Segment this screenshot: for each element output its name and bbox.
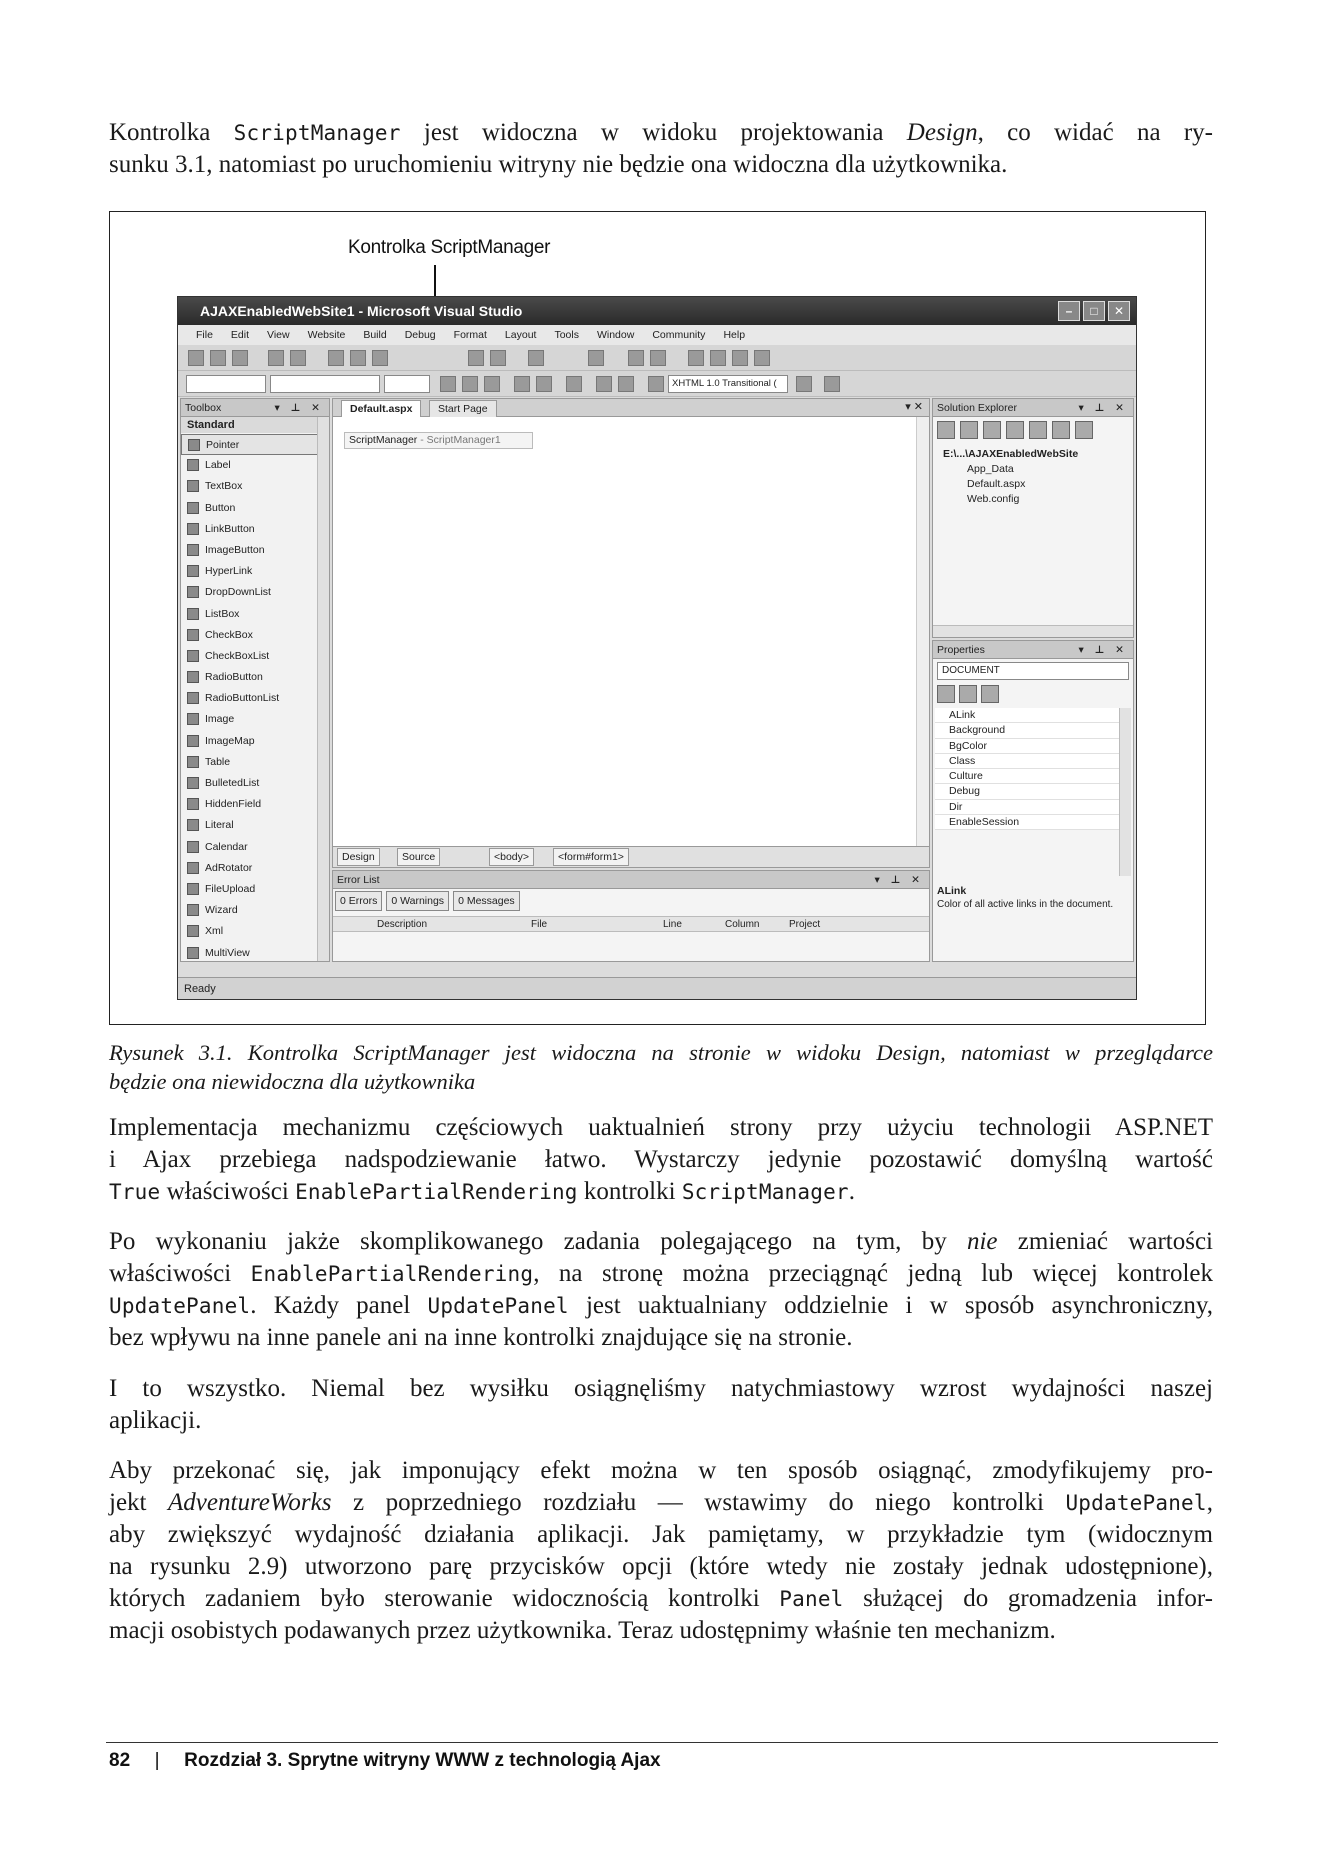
design-view-button: Design <box>337 848 380 866</box>
underline-icon <box>484 376 500 392</box>
save-icon <box>268 350 284 366</box>
error-list-header <box>333 871 929 889</box>
tab-default-aspx: Default.aspx <box>341 400 421 417</box>
error-list-filters <box>335 891 520 911</box>
p2-line-1: Po wykonaniu jakże skomplikowanego zadania polegającego na tym, by nie zmieniać wartości <box>109 1228 1213 1255</box>
editor-scrollbar <box>916 417 929 847</box>
properties-icon <box>650 350 666 366</box>
solution-explorer-panel <box>932 398 1134 638</box>
copy-website-icon <box>1052 421 1070 439</box>
menu-format: Format <box>453 329 487 341</box>
multiview-icon <box>187 947 199 959</box>
solution-explorer-pin-icon: ▾ ⊥ ✕ <box>1078 402 1128 414</box>
col-file: File <box>531 919 548 930</box>
open-icon <box>210 350 226 366</box>
table-icon <box>187 756 199 768</box>
toolbox-item: MultiView <box>181 943 329 963</box>
property-row: Background <box>935 723 1119 738</box>
error-list-columns <box>333 916 929 932</box>
col-line: Line <box>663 919 682 930</box>
p3-line-2: aplikacji. <box>109 1407 202 1434</box>
toolbox-item: RadioButtonList <box>181 688 329 709</box>
toolbox-item: FileUpload <box>181 879 329 900</box>
minimize-icon: – <box>1058 301 1080 321</box>
pointer-icon <box>188 439 200 451</box>
size-combo <box>384 375 430 393</box>
save-all-icon <box>290 350 306 366</box>
font-color-icon <box>514 376 530 392</box>
listbox-icon <box>187 608 199 620</box>
tag-body: <body> <box>489 848 534 866</box>
vs-menu-bar <box>178 325 1136 345</box>
start-debug-icon <box>528 350 544 366</box>
menu-edit: Edit <box>230 329 250 341</box>
start-page-icon <box>732 350 748 366</box>
toolbox-item: Button <box>181 498 329 519</box>
caption-line-2: będzie ona niewidoczna dla użytkownika <box>109 1069 476 1094</box>
p1-line-3: True właściwości EnablePartialRendering kontrolki ScriptManager. <box>109 1178 856 1205</box>
property-description-title: ALink <box>937 885 967 897</box>
p3-line-1: I to wszystko. Niemal bez wysiłku osiągnęliśmy natychmiastowy wzrost wydajności naszej <box>109 1375 1213 1402</box>
page-number: 82 <box>109 1750 131 1771</box>
tree-item: App_Data <box>967 463 1014 475</box>
solution-explorer-title: Solution Explorer <box>937 402 1017 414</box>
fileupload-icon <box>187 883 199 895</box>
design-editor <box>332 398 930 868</box>
menu-build: Build <box>363 329 387 341</box>
toolbox-item: CheckBox <box>181 625 329 646</box>
p2-line-2: właściwości EnablePartialRendering, na stronę można przeciągnąć jedną lub więcej kontrolek <box>109 1260 1213 1287</box>
solution-explorer-scrollbar <box>933 625 1133 637</box>
caption-line-1: Rysunek 3.1. Kontrolka ScriptManager jest widoczna na stronie w widoku Design, natomiast w przeglądarce <box>109 1040 1213 1065</box>
image-icon <box>187 713 199 725</box>
solution-explorer-icon <box>628 350 644 366</box>
paragraph-4 <box>109 1455 1213 1647</box>
hyperlink-icon <box>648 376 664 392</box>
paragraph-1 <box>109 1112 1213 1208</box>
properties-scrollbar <box>1119 708 1131 876</box>
toolbox-item: Label <box>181 455 329 476</box>
p1-line-2: i Ajax przebiega nadspodziewanie łatwo. Wystarczy jedynie pozostawić domyślną wartość <box>109 1146 1213 1173</box>
object-selector: DOCUMENT <box>937 662 1129 680</box>
vs-title-text: AJAXEnabledWebSite1 - Microsoft Visual Studio <box>200 303 523 319</box>
property-row: EnableSession <box>935 815 1119 830</box>
xml-icon <box>187 925 199 937</box>
property-row: Debug <box>935 784 1119 799</box>
literal-icon <box>187 819 199 831</box>
p4-line-6: macji osobistych podawanych przez użytkownika. Teraz udostępnimy właśnie ten mechanizm. <box>109 1617 1056 1644</box>
command-window-icon <box>754 350 770 366</box>
hiddenfield-icon <box>187 798 199 810</box>
property-pages-icon <box>981 685 999 703</box>
toolbox-title: Toolbox <box>185 402 222 414</box>
callout-label: Kontrolka ScriptManager <box>348 237 551 258</box>
toolbox-item: AdRotator <box>181 858 329 879</box>
warnings-filter: 0 Warnings <box>386 891 449 911</box>
imagemap-icon <box>187 735 199 747</box>
toolbox-item: ImageButton <box>181 540 329 561</box>
property-row: ALink <box>935 708 1119 723</box>
toolbox-header <box>181 399 329 417</box>
toolbox-item: HyperLink <box>181 561 329 582</box>
redo-icon <box>490 350 506 366</box>
menu-debug: Debug <box>404 329 436 341</box>
radiobutton-icon <box>187 671 199 683</box>
toolbox-scrollbar <box>317 417 329 962</box>
property-row: Dir <box>935 800 1119 815</box>
toolbox-items <box>181 434 329 962</box>
menu-file: File <box>196 329 213 341</box>
editor-tabs <box>333 399 929 417</box>
messages-filter: 0 Messages <box>453 891 520 911</box>
configuration-icon <box>1075 421 1093 439</box>
page-footer <box>109 1747 661 1775</box>
alphabetical-icon <box>959 685 977 703</box>
paragraph-2 <box>109 1226 1213 1354</box>
window-controls <box>1058 301 1130 321</box>
vs-title-bar <box>178 297 1136 325</box>
imagebutton-icon <box>187 544 199 556</box>
toolbox-item: Table <box>181 752 329 773</box>
error-list-panel <box>332 870 930 962</box>
numbered-list-icon <box>596 376 612 392</box>
toolbox-pin-icon: ▾ ⊥ ✕ <box>274 402 324 414</box>
vs-toolbar-standard <box>178 345 1136 371</box>
toolbox-item: RadioButton <box>181 667 329 688</box>
close-icon: ✕ <box>1108 301 1130 321</box>
properties-toolbar <box>937 685 999 703</box>
bulletedlist-icon <box>187 777 199 789</box>
chapter-title: Rozdział 3. Sprytne witryny WWW z technologią Ajax <box>184 1750 661 1771</box>
tag-form: <form#form1> <box>553 848 629 866</box>
label-icon <box>187 459 199 471</box>
dropdownlist-icon <box>187 586 199 598</box>
highlight-icon <box>536 376 552 392</box>
property-grid <box>935 708 1119 830</box>
view-designer-icon <box>1029 421 1047 439</box>
property-description-text: Color of all active links in the document. <box>937 899 1114 910</box>
property-description <box>937 885 1129 911</box>
p2-line-3: UpdatePanel. Każdy panel UpdatePanel jest uaktualniany oddzielnie i w sposób asynchroniczny, <box>109 1292 1213 1319</box>
toolbox-item: Xml <box>181 921 329 942</box>
font-combo <box>270 375 380 393</box>
toolbox-item: TextBox <box>181 476 329 497</box>
wizard-icon <box>187 904 199 916</box>
hyperlink-icon <box>187 565 199 577</box>
toolbox-item: DropDownList <box>181 582 329 603</box>
calendar-icon <box>187 841 199 853</box>
toolbox-item: CheckBoxList <box>181 646 329 667</box>
vs-status-bar: Ready <box>178 977 1136 999</box>
new-project-icon <box>188 350 204 366</box>
checkbox-icon <box>187 629 199 641</box>
bulleted-list-icon <box>618 376 634 392</box>
menu-view: View <box>267 329 290 341</box>
tab-start-page: Start Page <box>429 400 497 417</box>
intro-line-2: sunku 3.1, natomiast po uruchomieniu witryny nie będzie ona widoczna dla użytkownika. <box>109 151 1008 178</box>
tab-close-icon: ▾ ✕ <box>905 401 923 413</box>
copy-icon <box>350 350 366 366</box>
toolbox-item: Calendar <box>181 837 329 858</box>
linkbutton-icon <box>187 523 199 535</box>
adrotator-icon <box>187 862 199 874</box>
properties-pin-icon: ▾ ⊥ ✕ <box>1078 644 1128 656</box>
errors-filter: 0 Errors <box>335 891 382 911</box>
p4-line-2: jekt AdventureWorks z poprzedniego rozdziału — wstawimy do niego kontrolki UpdatePanel, <box>109 1489 1213 1516</box>
menu-help: Help <box>723 329 746 341</box>
schema-combo: XHTML 1.0 Transitional ( <box>668 375 788 393</box>
categorized-icon <box>937 685 955 703</box>
intro-paragraph <box>109 117 1213 181</box>
property-row: Culture <box>935 769 1119 784</box>
toolbox-panel <box>180 398 330 962</box>
toolbox-item: Image <box>181 709 329 730</box>
p4-line-1: Aby przekonać się, jak imponujący efekt można w ten sposób osiągnąć, zmodyfikujemy pro- <box>109 1457 1213 1484</box>
checkboxlist-icon <box>187 650 199 662</box>
col-project: Project <box>789 919 821 930</box>
add-item-icon <box>232 350 248 366</box>
style-combo <box>186 375 266 393</box>
visual-studio-screenshot <box>177 296 1137 1000</box>
toolbox-item: Wizard <box>181 900 329 921</box>
col-column: Column <box>725 919 760 930</box>
paste-icon <box>372 350 388 366</box>
radiobuttonlist-icon <box>187 692 199 704</box>
tree-root: E:\...\AJAXEnabledWebSite <box>943 448 1079 460</box>
property-row: BgColor <box>935 739 1119 754</box>
properties-panel <box>932 640 1134 962</box>
refresh-icon <box>960 421 978 439</box>
solution-tree <box>943 447 1078 507</box>
figure-caption <box>109 1038 1213 1096</box>
menu-community: Community <box>652 329 706 341</box>
toolbox-group-standard: Standard <box>181 417 329 433</box>
italic-icon <box>462 376 478 392</box>
view-code-icon <box>1006 421 1024 439</box>
toolbox-item: BulletedList <box>181 773 329 794</box>
p2-line-4: bez wpływu na inne panele ani na inne kontrolki znajdujące się na stronie. <box>109 1324 853 1351</box>
menu-tools: Tools <box>554 329 579 341</box>
undo-icon <box>468 350 484 366</box>
vs-toolbar-formatting <box>178 371 1136 397</box>
toolbox-item: HiddenField <box>181 794 329 815</box>
find-icon <box>588 350 604 366</box>
check-accessibility-icon <box>796 376 812 392</box>
nest-files-icon <box>983 421 1001 439</box>
properties-icon <box>937 421 955 439</box>
solution-explorer-toolbar <box>937 421 1093 439</box>
error-list-title: Error List <box>337 874 380 886</box>
toolbox-item: ImageMap <box>181 731 329 752</box>
tree-item: Web.config <box>967 493 1020 505</box>
toolbox-item: Literal <box>181 815 329 836</box>
paragraph-3 <box>109 1373 1213 1437</box>
p4-line-5: których zadaniem było sterowanie widocznością kontrolki Panel służącej do gromadzenia infor- <box>109 1585 1213 1612</box>
menu-window: Window <box>596 329 635 341</box>
col-description: Description <box>377 919 428 930</box>
properties-header <box>933 641 1133 659</box>
intro-line-1: Kontrolka ScriptManager jest widoczna w widoku projektowania Design, co widać na ry- <box>109 119 1213 146</box>
toolbox-item: ListBox <box>181 604 329 625</box>
maximize-icon: □ <box>1083 301 1105 321</box>
toolbox-item: Pointer <box>181 434 329 455</box>
check-page-icon <box>824 376 840 392</box>
footer-rule <box>106 1742 1218 1743</box>
object-browser-icon <box>710 350 726 366</box>
p1-line-1: Implementacja mechanizmu częściowych uaktualnień strony przy użyciu technologii ASP.NET <box>109 1114 1213 1141</box>
error-list-pin-icon: ▾ ⊥ ✕ <box>874 874 924 886</box>
menu-website: Website <box>307 329 346 341</box>
cut-icon <box>328 350 344 366</box>
properties-title: Properties <box>937 644 985 656</box>
p4-line-4: na rysunku 2.9) utworzono parę przycisków opcji (które wtedy nie zostały jednak udostępnione), <box>109 1553 1213 1580</box>
menu-layout: Layout <box>504 329 537 341</box>
editor-view-bar <box>333 846 929 867</box>
toolbox-icon <box>688 350 704 366</box>
scriptmanager-control: ScriptManager - ScriptManager1 <box>344 432 533 449</box>
source-view-button: Source <box>397 848 440 866</box>
solution-explorer-header <box>933 399 1133 417</box>
tree-item: Default.aspx <box>967 478 1026 490</box>
justify-icon <box>566 376 582 392</box>
bold-icon <box>440 376 456 392</box>
property-row: Class <box>935 754 1119 769</box>
textbox-icon <box>187 480 199 492</box>
button-icon <box>187 502 199 514</box>
p4-line-3: aby zwiększyć wydajność działania aplikacji. Jak pamiętamy, w przykładzie tym (widocznym <box>109 1521 1213 1548</box>
footer-separator: | <box>154 1750 160 1771</box>
toolbox-item: LinkButton <box>181 519 329 540</box>
